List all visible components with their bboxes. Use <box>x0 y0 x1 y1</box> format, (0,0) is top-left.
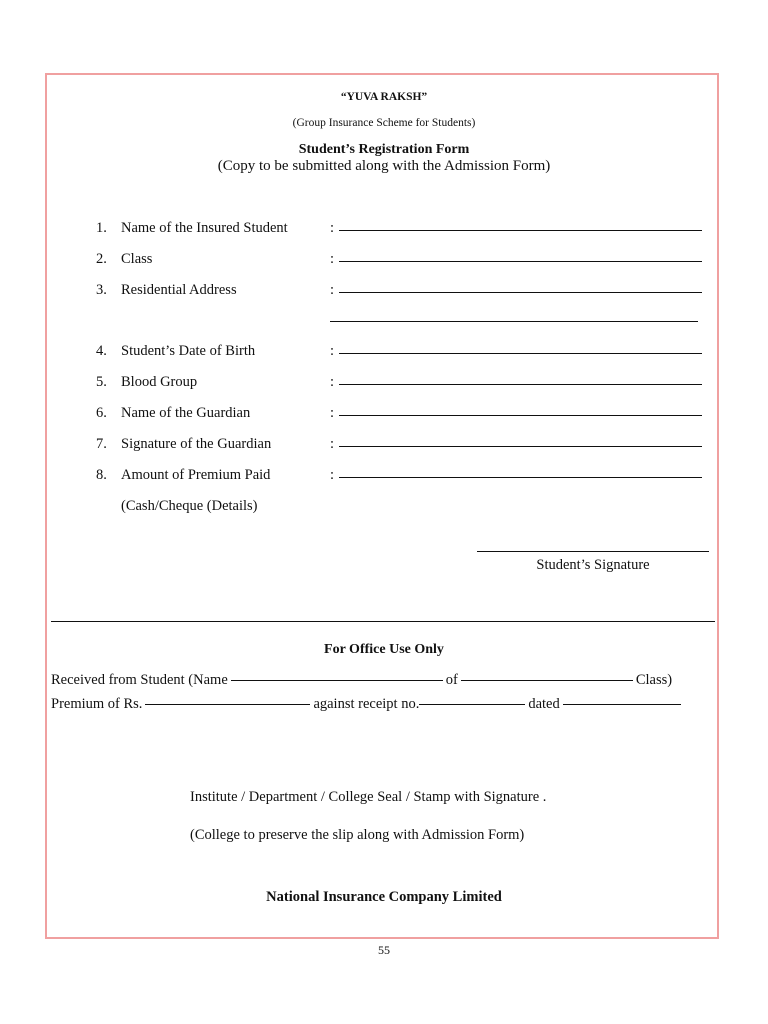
field-number: 6. <box>96 405 107 421</box>
office-use-title: For Office Use Only <box>324 642 444 657</box>
field-colon: : <box>330 282 335 298</box>
field-label-class: Class <box>121 251 153 267</box>
address-field-line-2 <box>330 321 698 322</box>
address-field-line <box>339 292 702 293</box>
receipt-number-blank <box>419 704 525 705</box>
field-number: 2. <box>96 251 107 267</box>
received-line <box>51 672 672 689</box>
field-number: 8. <box>96 467 107 483</box>
payment-details-note: (Cash/Cheque (Details) <box>121 498 258 514</box>
field-label-blood-group: Blood Group <box>121 374 198 390</box>
seal-instruction: Institute / Department / College Seal / Stamp with Signature . <box>190 789 547 805</box>
premium-receipt-label: against receipt no. <box>313 696 420 712</box>
guardian-signature-field-line <box>339 446 702 447</box>
guardian-name-field-line <box>339 415 702 416</box>
company-name: National Insurance Company Limited <box>266 889 502 905</box>
student-name-blank <box>231 680 443 681</box>
premium-line <box>51 696 684 713</box>
field-number: 1. <box>96 220 107 236</box>
field-colon: : <box>330 251 335 267</box>
dob-field-line <box>339 353 702 354</box>
field-colon: : <box>330 220 335 236</box>
field-colon: : <box>330 436 335 452</box>
form-title: Student’s Registration Form <box>298 142 470 157</box>
section-divider <box>51 621 715 622</box>
received-of: of <box>445 672 458 688</box>
field-colon: : <box>330 467 335 483</box>
field-number: 4. <box>96 343 107 359</box>
form-note: (Copy to be submitted along with the Admission Form) <box>217 158 551 174</box>
student-signature-label: Student’s Signature <box>536 557 650 573</box>
field-colon: : <box>330 374 335 390</box>
field-label-guardian-name: Name of the Guardian <box>121 405 251 421</box>
class-blank <box>461 680 633 681</box>
date-blank <box>563 704 681 705</box>
field-label-dob: Student’s Date of Birth <box>121 343 256 359</box>
class-field-line <box>339 261 702 262</box>
field-label-guardian-signature: Signature of the Guardian <box>121 436 272 452</box>
field-colon: : <box>330 405 335 421</box>
page-number: 55 <box>378 943 390 957</box>
premium-dated-label: dated <box>528 696 560 712</box>
received-prefix: Received from Student (Name <box>51 672 228 688</box>
premium-field-line <box>339 477 702 478</box>
preserve-note: (College to preserve the slip along with Admission Form) <box>190 827 525 843</box>
premium-prefix: Premium of Rs. <box>51 696 143 712</box>
scheme-subtitle: (Group Insurance Scheme for Students) <box>292 117 476 129</box>
field-number: 7. <box>96 436 107 452</box>
premium-amount-blank <box>145 704 310 705</box>
field-label-address: Residential Address <box>121 282 237 298</box>
student-signature-line <box>477 551 709 552</box>
field-number: 5. <box>96 374 107 390</box>
field-label-student-name: Name of the Insured Student <box>121 220 288 236</box>
field-colon: : <box>330 343 335 359</box>
scheme-title: “YUVA RAKSH” <box>340 91 428 103</box>
student-name-field-line <box>339 230 702 231</box>
field-number: 3. <box>96 282 107 298</box>
blood-group-field-line <box>339 384 702 385</box>
received-suffix: Class) <box>635 672 673 688</box>
field-label-premium: Amount of Premium Paid <box>121 467 271 483</box>
